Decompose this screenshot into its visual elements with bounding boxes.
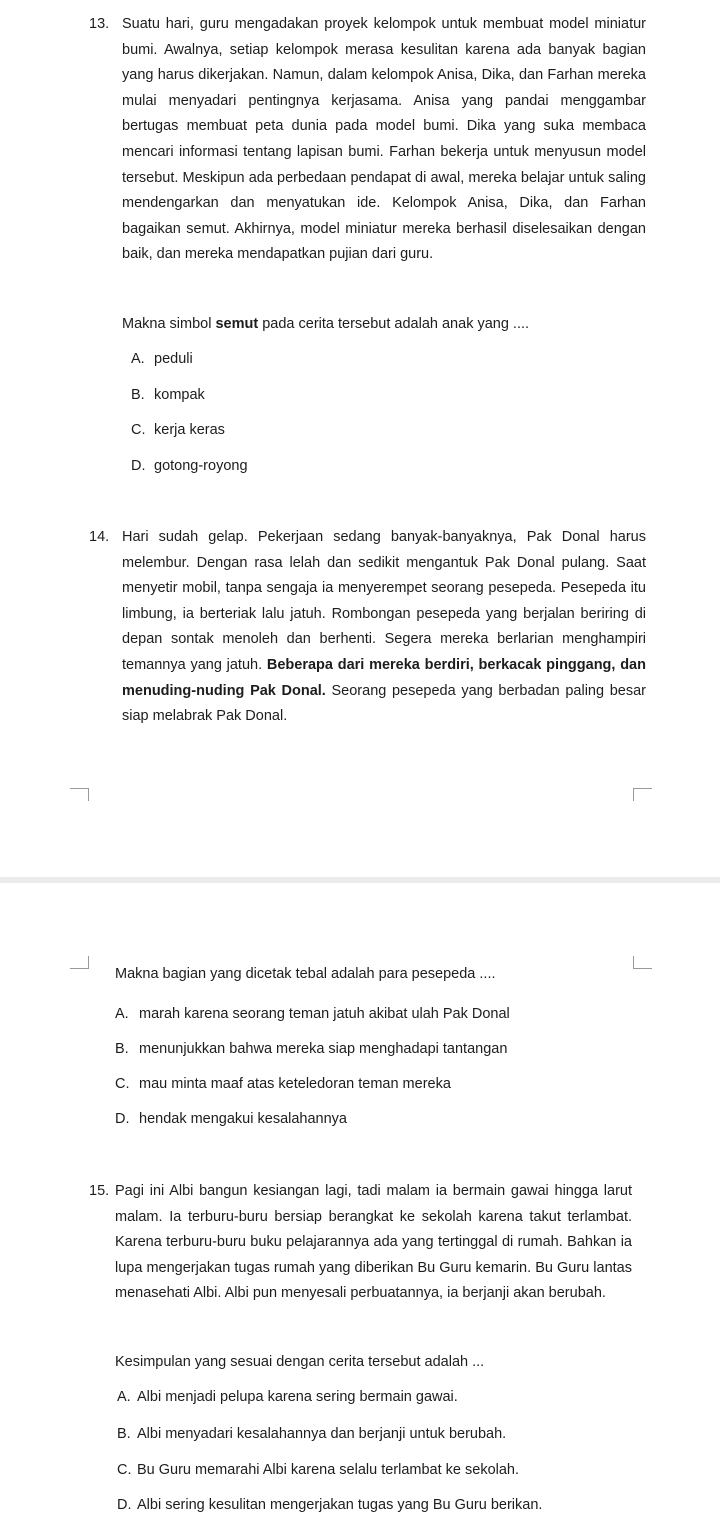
crop-mark-top-right [633,788,652,801]
page-break [0,877,720,883]
q14-question: Makna bagian yang dicetak tebal adalah para pesepeda .... [115,966,496,982]
q14-option-c[interactable]: C. mau minta maaf atas keteledoran teman mereka [115,1076,451,1092]
q15-option-a[interactable]: A. Albi menjadi pelupa karena sering bermain gawai. [117,1389,458,1405]
crop-mark-bottom-left [70,956,89,969]
q15-option-c[interactable]: C. Bu Guru memarahi Albi karena selalu terlambat ke sekolah. [117,1462,520,1478]
q15-question: Kesimpulan yang sesuai dengan cerita tersebut adalah ... [115,1354,485,1370]
q15-passage: Pagi ini Albi bangun kesiangan lagi, tadi malam ia bermain gawai hingga larut malam. Ia terburu-buru bersiap berangkat ke sekolah karena takut terlambat. Karena terburu-buru buku pelajarannya ada yang tertinggal di rumah. Bahkan ia lupa mengerjakan tugas rumah yang diberikan Bu Guru kemarin. Bu Guru lantas menasehati Albi. Albi pun menyesali perbuatannya, ia berjanji akan berubah. [115,1183,632,1302]
q14-option-d[interactable]: D. hendak mengakui kesalahannya [115,1111,347,1127]
q13-option-b[interactable]: B. kompak [131,387,205,403]
q13-question-post: pada cerita tersebut adalah anak yang .... [258,316,530,332]
q14-option-a[interactable]: A. marah karena seorang teman jatuh akibat ulah Pak Donal [115,1006,510,1022]
q15-number: 15. [89,1183,110,1199]
q13-passage-block [122,12,646,268]
q14-number: 14. [89,529,110,545]
q13-question-pre: Makna simbol [122,316,216,332]
q15-option-b[interactable]: B. Albi menyadari kesalahannya dan berjanji untuk berubah. [117,1426,507,1442]
q13-question [122,314,682,334]
q13-question-bold: semut [215,316,259,332]
q15-passage-block [115,1179,632,1307]
q13-option-d[interactable]: D. gotong-royong [131,458,248,474]
q14-passage: Hari sudah gelap. Pekerjaan sedang banyak-banyaknya, Pak Donal harus melembur. Dengan rasa lelah dan sedikit mengantuk Pak Donal pulang. Saat menyetir mobil, tanpa sengaja ia menyerempet seorang pesepeda. Pesepeda itu limbung, ia berteriak lalu jatuh. Rombongan pesepeda yang berjalan beriring di depan sontak menoleh dan berhenti. Segera mereka berlarian menghampiri temannya yang jatuh. Beberapa dari mereka berdiri, berkacak pinggang, dan menuding-nuding Pak Donal. Seorang pesepeda yang berbadan paling besar siap melabrak Pak Donal. [122,529,646,725]
q14-option-b[interactable]: B. menunjukkan bahwa mereka siap menghadapi tantangan [115,1041,508,1057]
crop-mark-top-left [70,788,89,801]
q13-option-a[interactable]: A. peduli [131,351,193,367]
q13-number: 13. [89,16,110,32]
q14-passage-bold: Beberapa dari mereka berdiri, berkacak pinggang, dan menuding-nuding Pak Donal. [122,656,646,699]
q14-passage-block [122,525,646,730]
q13-passage: Suatu hari, guru mengadakan proyek kelompok untuk membuat model miniatur bumi. Awalnya, setiap kelompok merasa kesulitan karena ada banyak bagian yang harus dikerjakan. Namun, dalam kelompok Anisa, Dika, dan Farhan mereka mulai menyadari pentingnya kerjasama. Anisa yang pandai menggambar bertugas membuat peta dunia pada model bumi. Dika yang suka membaca mencari informasi tentang lapisan bumi. Farhan bekerja untuk menyusun model tersebut. Meskipun ada perbedaan pendapat di awal, mereka belajar untuk saling mendengarkan dan menyatukan ide. Kelompok Anisa, Dika, dan Farhan bagaikan semut. Akhirnya, model miniatur mereka berhasil diselesaikan dengan baik, dan mereka mendapatkan pujian dari guru. [122,16,646,263]
q13-option-c[interactable]: C. kerja keras [131,422,225,438]
q15-option-d[interactable]: D. Albi sering kesulitan mengerjakan tugas yang Bu Guru berikan. [117,1497,543,1513]
